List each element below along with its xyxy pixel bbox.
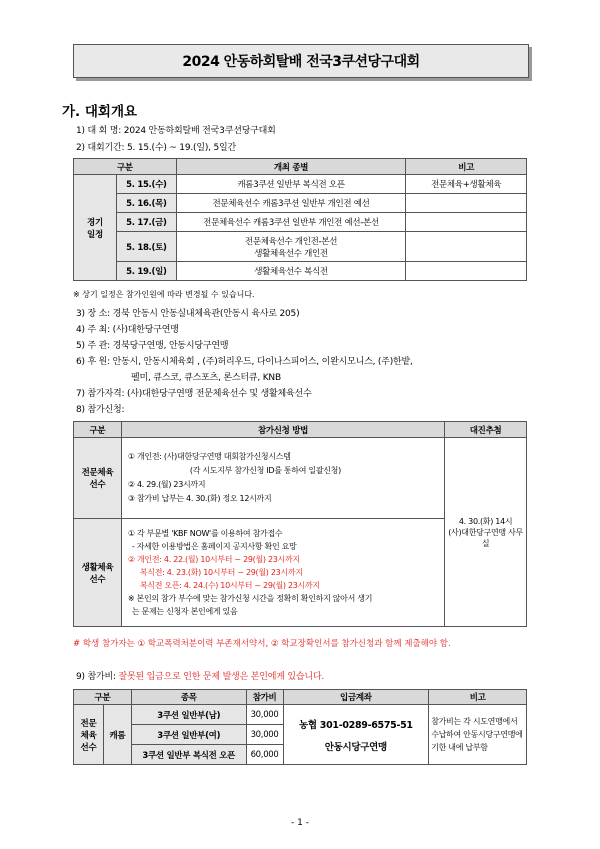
schedule-note [406,232,527,262]
fee-account-holder: 안동시당구연맹 [324,741,387,753]
info-host [76,322,179,335]
schedule-note [406,194,527,213]
schedule-event: 생활체육선수 복식전 [176,262,405,281]
schedule-date: 5. 19.(일) [116,262,176,281]
section-heading: 가. 대회개요 [62,104,138,120]
info-label: 6) 후 원: [76,357,110,367]
schedule-table [73,158,527,281]
schedule-note: ※ 상기 일정은 참가인원에 따라 변경될 수 있습니다. [73,290,255,299]
fee-header-fee: 참가비 [246,690,283,705]
fee-account [283,705,429,765]
student-note: # 학생 참가자는 ① 학교폭력처분이력 부존재서약서, ② 학교장확인서를 참가신청과 함께 제출해야 함. [73,639,451,649]
fee-header-event: 종목 [131,690,246,705]
schedule-event: 캐롬3쿠션 일반부 복식전 오픈 [176,175,405,194]
info-label: 3) 장 소: [76,309,110,319]
schedule-note: 전문체육+생활체육 [406,175,527,194]
schedule-date: 5. 18.(토) [116,232,176,262]
pro-method-line: ③ 참가비 납부는 4. 30.(화) 정오 12시까지 [127,494,272,503]
amateur-method-line: 복식전: 4. 23.(화) 10시부터 ~ 29(월) 23시까지 [139,568,303,577]
page-number: - 1 - [291,818,309,828]
pro-label [74,438,122,519]
pro-method-line: ① 개인전: (사)대한당구연맹 대회참가신청시스템 [127,452,291,461]
info-text: (사)대한당구연맹 전문체육선수 및 생활체육선수 [126,389,312,399]
amateur-label-line2: 선수 [89,574,106,585]
schedule-event-line1: 전문체육선수 개인전-본선 [244,236,338,247]
fee-group-line: 선수 [80,742,97,753]
info-eligibility [76,386,311,399]
fee-group-line: 전문 [80,718,97,729]
info-line-period: 2) 대회기간: 5. 15.(수) ~ 19.(일), 5일간 [76,143,236,153]
fee-heading [76,669,324,682]
schedule-event: 전문체육선수 캐롬3쿠션 일반부 개인전 예선-본선 [176,213,405,232]
amateur-method-line: 는 문제는 신청자 본인에게 있음 [131,607,238,616]
fee-label: 9) 참가비: [76,672,116,682]
fee-amount: 60,000 [246,745,283,765]
pro-label-line1: 전문체육 [81,468,114,478]
info-venue [76,306,299,319]
fee-event: 3쿠션 일반부(여) [131,725,246,745]
schedule-note [406,262,527,281]
info-organizer [76,338,228,351]
amateur-method-line: ① 각 부문별 'KBF NOW'를 이용하여 참가접수 [127,529,283,538]
info-line-name: 1) 대 회 명: 2024 안동하회탈배 전국3쿠션당구대회 [76,126,276,136]
fee-group-line: 체육 [80,730,97,741]
fee-table [73,689,527,765]
header-method: 참가신청 방법 [121,422,444,438]
info-application: 8) 참가신청: [76,405,125,415]
header-note: 비고 [406,159,527,175]
fee-header-remark: 비고 [429,690,527,705]
info-label: 7) 참가자격: [76,389,125,399]
pro-method-line: (각 시도지부 참가신청 ID를 통하여 일괄신청) [189,466,341,475]
fee-group-pro [74,705,104,765]
schedule-event-line2: 생활체육선수 개인전 [254,248,328,259]
amateur-label [74,519,122,627]
header-draw: 대진추첨 [445,422,527,438]
schedule-note [406,213,527,232]
draw-date: 4. 30.(화) 14시 [458,516,513,526]
schedule-date: 5. 17.(금) [116,213,176,232]
fee-remark: 참가비는 각 시도연맹에서 수납하여 안동시당구연맹에 기한 내에 납부함 [429,705,527,765]
schedule-date: 5. 15.(수) [116,175,176,194]
application-table [73,421,527,627]
info-label: 5) 주 관: [76,341,110,351]
group-label [74,175,117,281]
header-event: 개최 종별 [176,159,405,175]
fee-group-carom: 캐롬 [103,705,131,765]
info-text: 경북당구연맹, 안동시당구연맹 [112,341,229,351]
amateur-method-line: ※ 본인의 참가 부수에 맞는 참가신청 시간을 정확히 확인하지 않아서 생기 [127,594,373,603]
info-sponsor [76,354,413,367]
fee-amount: 30,000 [246,705,283,725]
fee-amount: 30,000 [246,725,283,745]
group-label-line2: 일정 [87,229,103,240]
amateur-method-line: - 자세한 이용방법은 홈페이지 공지사항 확인 요망 [131,542,297,551]
amateur-method [121,519,444,627]
amateur-method-line: ② 개인전: 4. 22.(월) 10시부터 ~ 29(월) 23시까지 [127,555,300,564]
info-text: 경북 안동시 안동실내체육관(안동시 육사로 205) [112,309,300,319]
pro-label-line2: 선수 [89,480,106,490]
pro-method [121,438,444,519]
amateur-method-line: 복식전 오픈: 4. 24.(수) 10시부터 ~ 29(월) 23시까지 [139,581,320,590]
draw-info [445,438,527,627]
pro-method-line: ② 4. 29.(월) 23시까지 [127,480,206,489]
fee-header-category: 구분 [74,690,132,705]
info-text: (사)대한당구연맹 [112,325,179,335]
schedule-date: 5. 16.(목) [116,194,176,213]
info-text: 안동시, 안동시체육회 , (주)허리우드, 다이나스피어스, 이완시모니스, (주)한밭, [112,357,413,367]
schedule-event: 전문체육선수 캐롬3쿠션 일반부 개인전 예선 [176,194,405,213]
fee-event: 3쿠션 일반부(남) [131,705,246,725]
header-category: 구분 [74,159,177,175]
document-title: 2024 안동하회탈배 전국3쿠션당구대회 [73,44,529,78]
amateur-label-line1: 생활체육 [81,562,114,573]
fee-event: 3쿠션 일반부 복식전 오픈 [131,745,246,765]
header-category: 구분 [74,422,122,438]
info-label: 4) 주 최: [76,325,110,335]
schedule-event [176,232,405,262]
draw-place: (사)대한당구연맹 사무실 [448,527,523,548]
info-sponsor-cont: 펠미, 큐스코, 큐스포츠, 론스터큐, KNB [131,373,281,383]
group-label-line1: 경기 [87,217,103,228]
fee-warning: 잘못된 입금으로 인한 문제 발생은 본인에게 있습니다. [118,672,324,682]
fee-header-account: 입금계좌 [283,690,429,705]
fee-account-number: 농협 301-0289-6575-51 [299,719,413,731]
